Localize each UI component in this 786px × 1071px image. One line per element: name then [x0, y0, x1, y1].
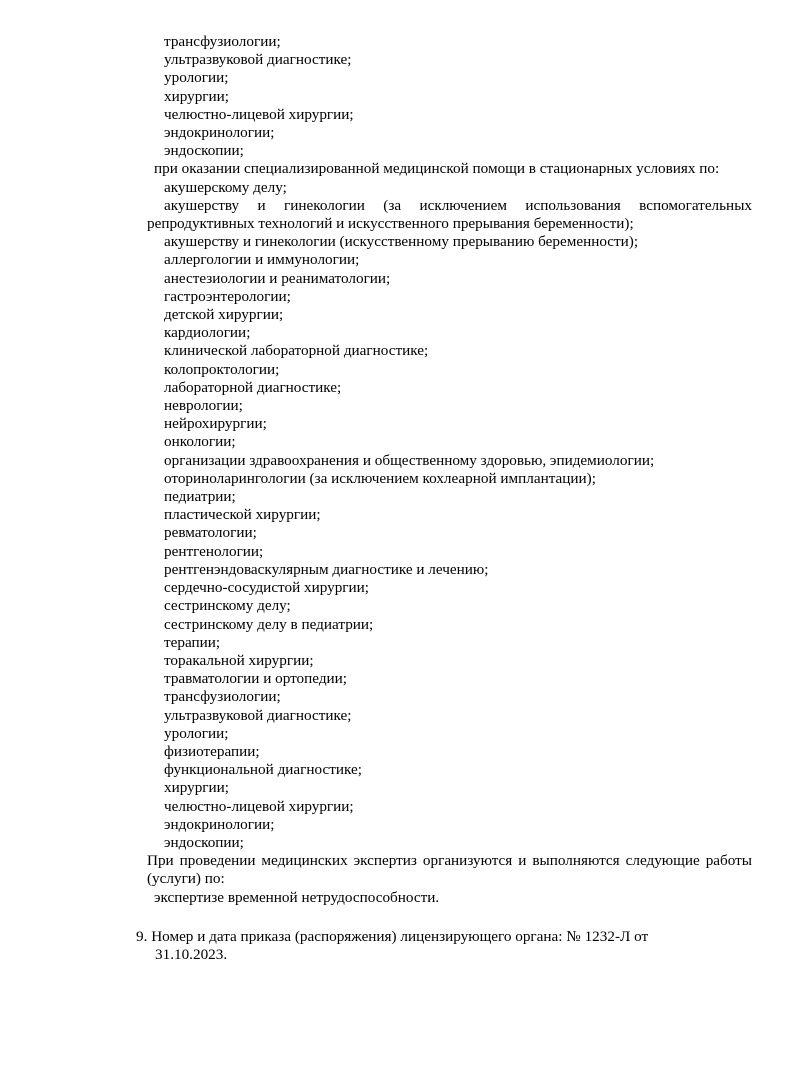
section-9 — [136, 928, 696, 964]
list-item: аллергологии и иммунологии; — [164, 251, 360, 269]
section-9-line-2: 31.10.2023. — [155, 946, 228, 964]
list-item: травматологии и ортопедии; — [164, 670, 348, 688]
list-item: организации здравоохранения и общественному здоровью, эпидемиологии; — [164, 451, 655, 469]
list-item: нейрохирургии; — [164, 415, 267, 433]
expertise-paragraph: При проведении медицинских экспертиз организуются и выполняются следующие работы (услуги) по: — [147, 852, 752, 888]
list-item: челюстно-лицевой хирургии; — [164, 797, 354, 815]
list-item: урологии; — [164, 724, 229, 742]
list-item: ревматологии; — [164, 524, 257, 542]
list-item: физиотерапии; — [164, 742, 260, 760]
list-item: функциональной диагностике; — [164, 761, 362, 779]
list-item: хирургии; — [164, 779, 230, 797]
list-item: сестринскому делу; — [164, 597, 291, 615]
list-item: эндокринологии; — [164, 815, 275, 833]
list-item: гастроэнтерологии; — [164, 287, 291, 305]
stationary-care-heading: при оказании специализированной медицинской помощи в стационарных условиях по: — [154, 160, 720, 178]
list-item: педиатрии; — [164, 488, 236, 506]
list-item: сердечно-сосудистой хирургии; — [164, 579, 370, 597]
list-item: лабораторной диагностике; — [164, 378, 342, 396]
section-9-line-1: 9. Номер и дата приказа (распоряжения) лицензирующего органа: № 1232-Л от — [136, 928, 649, 945]
expertise-item: экспертизе временной нетрудоспособности. — [154, 888, 440, 906]
list-item: пластической хирургии; — [164, 506, 321, 524]
list-item: ультразвуковой диагностике; — [164, 51, 352, 69]
services-list-continued — [147, 33, 752, 160]
list-item: рентгенологии; — [164, 542, 264, 560]
stationary-care-list — [147, 179, 752, 853]
list-item: неврологии; — [164, 397, 243, 415]
list-item: трансфузиологии; — [164, 688, 281, 706]
list-item: клинической лабораторной диагностике; — [164, 342, 429, 360]
list-item: эндоскопии; — [164, 833, 244, 851]
list-item-wrapped: акушерству и гинекологии (за исключением использования вспомогательных репродуктивных технологий и искусственного прерывания беременности); — [147, 196, 752, 233]
list-item: ультразвуковой диагностике; — [164, 706, 352, 724]
list-item: кардиологии; — [164, 324, 251, 342]
list-item: акушерскому делу; — [164, 178, 287, 196]
list-item: урологии; — [164, 69, 229, 87]
list-item: торакальной хирургии; — [164, 651, 314, 669]
list-item: сестринскому делу в педиатрии; — [164, 615, 374, 633]
list-item: эндокринологии; — [164, 124, 275, 142]
list-item: онкологии; — [164, 433, 236, 451]
list-item: колопроктологии; — [164, 360, 280, 378]
list-item: эндоскопии; — [164, 142, 244, 160]
list-item: хирургии; — [164, 87, 230, 105]
document-content — [147, 33, 752, 907]
list-item: анестезиологии и реаниматологии; — [164, 269, 391, 287]
list-item: терапии; — [164, 633, 221, 651]
list-item: рентгенэндоваскулярным диагностике и лечению; — [164, 560, 489, 578]
list-item: детской хирургии; — [164, 306, 284, 324]
list-item: оториноларингологии (за исключением кохлеарной имплантации); — [164, 469, 596, 487]
list-item: акушерству и гинекологии (искусственному прерыванию беременности); — [164, 233, 639, 251]
list-item: челюстно-лицевой хирургии; — [164, 105, 354, 123]
list-item: трансфузиологии; — [164, 33, 281, 50]
